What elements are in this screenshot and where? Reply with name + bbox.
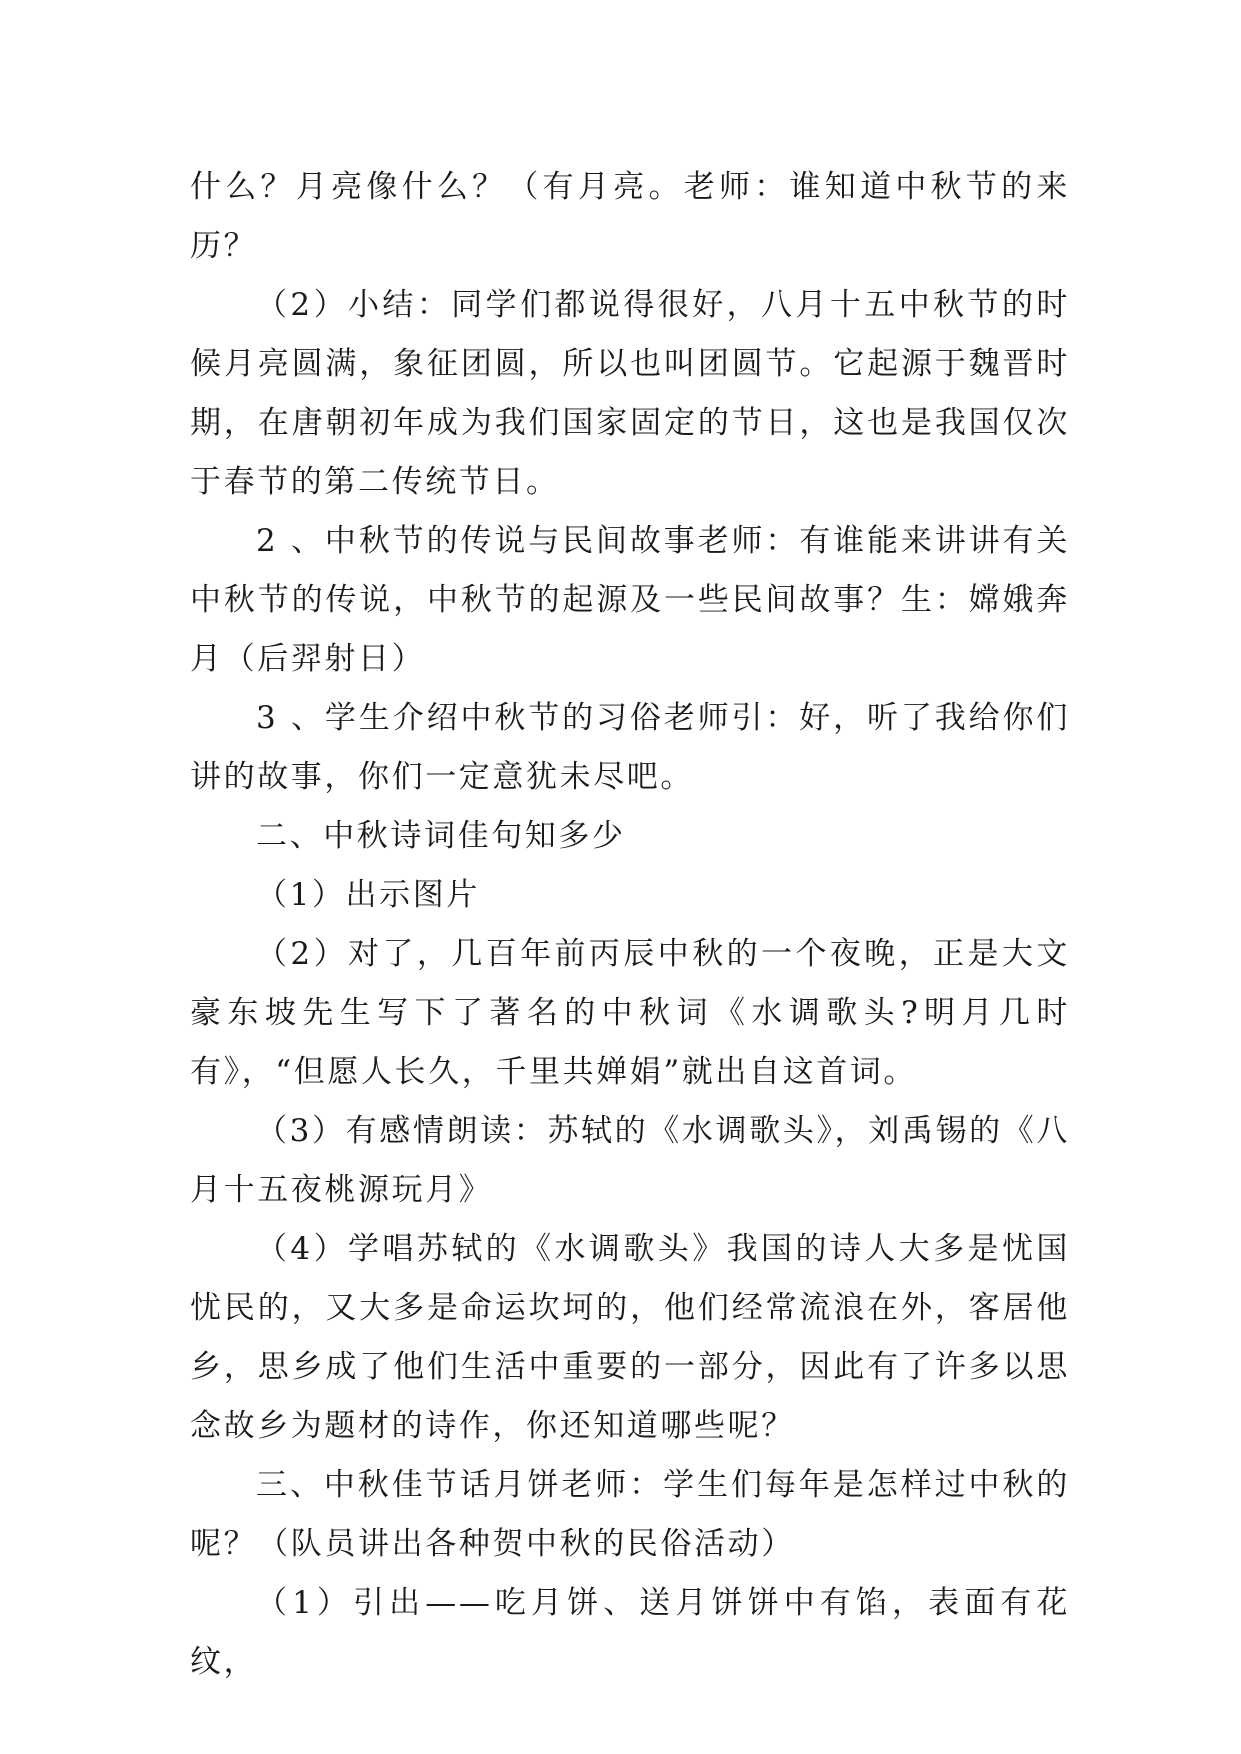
document-body — [190, 158, 1070, 1692]
paragraph-6: （1）出示图片 — [256, 877, 480, 913]
paragraph-4: 3 、学生介绍中秋节的习俗老师引：好，听了我给你们讲的故事，你们一定意犹未尽吧。 — [190, 700, 1070, 795]
paragraph-3: 2 、中秋节的传说与民间故事老师：有谁能来讲讲有关中秋节的传说，中秋节的起源及一些民间故事？生：嫦娥奔月（后羿射日） — [190, 523, 1070, 677]
paragraph-8: （3）有感情朗读：苏轼的《水调歌头》，刘禹锡的《八月十五夜桃源玩月》 — [190, 1113, 1070, 1208]
section-heading-3: 三、中秋佳节话月饼老师：学生们每年是怎样过中秋的呢？（队员讲出各种贺中秋的民俗活动） — [190, 1467, 1070, 1562]
paragraph-2: （2）小结：同学们都说得很好，八月十五中秋节的时候月亮圆满，象征团圆，所以也叫团圆节。它起源于魏晋时期，在唐朝初年成为我们国家固定的节日，这也是我国仅次于春节的第二传统节日。 — [190, 287, 1070, 500]
paragraph-1: 什么？月亮像什么？（有月亮。老师：谁知道中秋节的来历？ — [190, 169, 1070, 264]
paragraph-7: （2）对了，几百年前丙辰中秋的一个夜晚，正是大文豪东坡先生写下了著名的中秋词《水调歌头?明月几时有》，“但愿人长久，千里共婵娟”就出自这首词。 — [190, 936, 1070, 1090]
paragraph-9: （4）学唱苏轼的《水调歌头》我国的诗人大多是忧国忧民的，又大多是命运坎坷的，他们经常流浪在外，客居他乡，思乡成了他们生活中重要的一部分，因此有了许多以思念故乡为题材的诗作，你还知道哪些呢？ — [190, 1231, 1070, 1444]
paragraph-11: （1）引出——吃月饼、送月饼饼中有馅，表面有花纹， — [190, 1585, 1070, 1680]
section-heading-2: 二、中秋诗词佳句知多少 — [256, 818, 626, 854]
